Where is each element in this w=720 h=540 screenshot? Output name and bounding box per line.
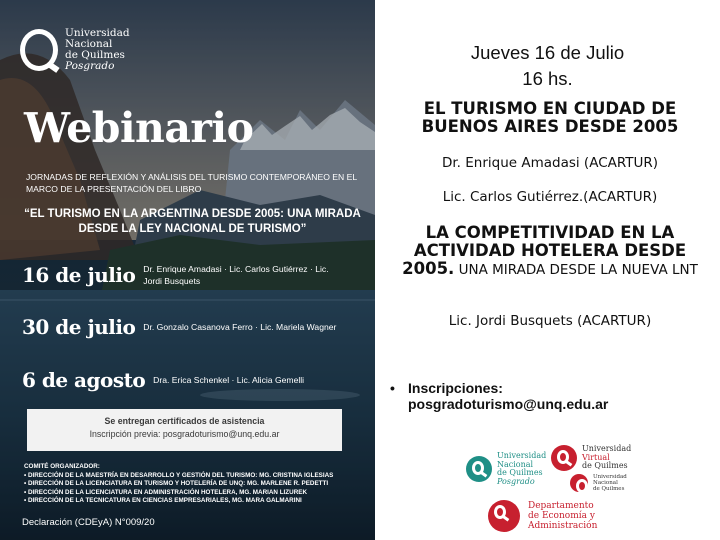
unq-q-icon <box>488 500 520 532</box>
talk2-title: LA COMPETITIVIDAD EN LA ACTIVIDAD HOTELERA DESDE 2005. <box>402 223 687 278</box>
session-date: 16 de julio <box>22 263 136 287</box>
logo-line: Departamento <box>528 501 594 511</box>
talk2-subtitle: UNA MIRADA DESDE LA NUEVA LNT <box>454 262 698 278</box>
poster-subtitle: JORNADAS DE REFLEXIÓN Y ANÁLISIS DEL TURISMO CONTEMPORÁNEO EN EL MARCO DE LA PRESENTACIÓN DEL LIBRO <box>26 172 357 194</box>
logo-line: de Economía y <box>528 511 595 521</box>
certificate-text: Se entregan certificados de asistencia <box>104 416 265 426</box>
session-date: 30 de julio <box>22 315 136 339</box>
logo-line: Nacional <box>497 459 534 469</box>
unq-logo-small <box>570 474 627 492</box>
unq-q-icon <box>466 456 492 482</box>
departamento-logo <box>488 500 597 532</box>
book-title: “EL TURISMO EN LA ARGENTINA DESDE 2005: UNA MIRADA DESDE LA LEY NACIONAL DE TURISMO” <box>24 208 361 235</box>
event-day: Jueves 16 de Julio <box>470 42 625 63</box>
logo-line: de Quilmes <box>65 49 125 61</box>
logo-line: Nacional <box>593 480 618 486</box>
session-row <box>22 368 353 392</box>
session-speakers: Dr. Gonzalo Casanova Ferro · Lic. Mariela Wagner <box>143 322 337 332</box>
session-row <box>22 315 343 339</box>
session-date: 6 de agosto <box>22 368 146 392</box>
logo-line: Administración <box>528 521 598 531</box>
session-row <box>22 263 343 287</box>
poster-title: Webinario <box>24 104 254 152</box>
event-time: 16 hs. <box>522 68 573 89</box>
speaker-name: Dr. Enrique Amadasi (ACARTUR) <box>441 155 659 171</box>
logo-line: Virtual <box>582 452 610 462</box>
registration-text: Inscripción previa: posgradoturismo@unq.edu.ar <box>89 429 280 439</box>
registration-email[interactable]: posgradoturismo@unq.edu.ar <box>408 396 609 412</box>
talk2-title-block <box>385 224 715 279</box>
logo-line: de Quilmes <box>582 461 628 471</box>
bullet-icon: • <box>390 380 395 396</box>
session-speakers: Dr. Enrique Amadasi · Lic. Carlos Gutiérrez · Lic. Jordi Busquets <box>143 264 329 286</box>
committee-item: • DIRECCIÓN DE LA MAESTRÍA EN DESARROLLO Y GESTIÓN DEL TURISMO: MG. CRISTINA IGLESIAS <box>24 471 334 479</box>
logo-line: Universidad <box>65 27 130 39</box>
organizing-committee <box>24 463 369 506</box>
uvq-q-icon <box>551 445 577 471</box>
logo-line: Nacional <box>65 38 113 50</box>
unq-virtual-logo <box>551 445 631 471</box>
logo-line: Universidad <box>582 444 632 454</box>
declaration-number: Declaración (CDEyA) N°009/20 <box>22 517 155 528</box>
registration-info <box>392 380 608 412</box>
registration-label: Inscripciones: <box>408 380 503 396</box>
unq-q-icon <box>20 29 58 71</box>
logo-line: Universidad <box>593 474 627 480</box>
logo-line: Universidad <box>497 451 547 460</box>
certificate-box <box>27 409 342 451</box>
committee-item: • DIRECCIÓN DE LA LICENCIATURA EN ADMINISTRACIÓN HOTELERA, MG. MARIAN LIZUREK <box>24 488 307 496</box>
committee-heading: COMITÉ ORGANIZADOR: <box>24 463 100 470</box>
event-datetime <box>375 40 720 92</box>
unq-q-icon <box>570 474 588 492</box>
session-speakers: Dra. Erica Schenkel · Lic. Alicia Gemelli <box>153 375 305 385</box>
logo-line: Posgrado <box>65 60 115 72</box>
logo-line: de Quilmes <box>593 486 625 492</box>
committee-item: • DIRECCIÓN DE LA TECNICATURA EN CIENCIAS EMPRESARIALES, MG. MARA GALMARINI <box>24 497 302 504</box>
unq-posgrado-logo <box>20 28 130 72</box>
unq-posgrado-logo-small <box>466 452 546 486</box>
logo-line: Posgrado <box>497 476 535 486</box>
speaker-name: Lic. Jordi Busquets (ACARTUR) <box>448 313 652 329</box>
logo-line: de Quilmes <box>497 468 543 477</box>
speaker-name: Lic. Carlos Gutiérrez.(ACARTUR) <box>442 189 658 205</box>
committee-item: • DIRECCIÓN DE LA LICENCIATURA EN TURISMO Y HOTELERÍA DE UNQ: MG. MARLENE R. PEDETTI <box>24 480 329 487</box>
talk1-title: EL TURISMO EN CIUDAD DE BUENOS AIRES DESDE 2005 <box>421 99 679 136</box>
